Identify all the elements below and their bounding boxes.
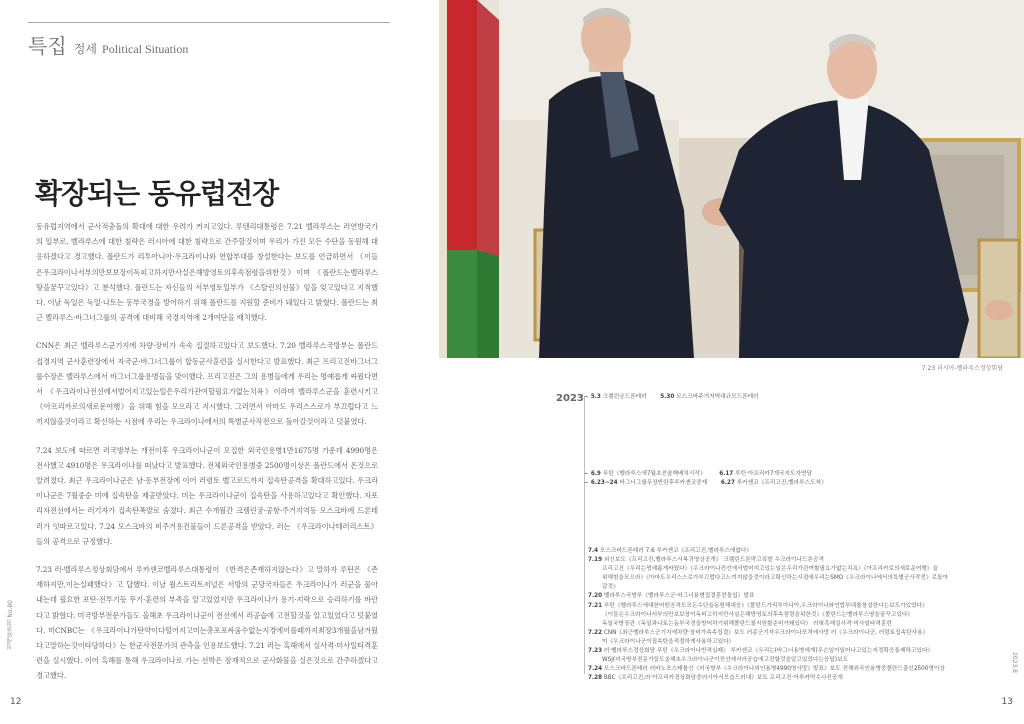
spine-label-left: 정세와관점 No.80 [7,600,14,650]
timeline-text: 루카셴코《프리고진,벨라루스도착》 [736,480,827,486]
timeline-year: 2023 [556,393,584,404]
timeline-text: 크렘린궁드론테러 [602,394,647,400]
section-sub-label: 정세 [73,42,97,56]
timeline-detail-line: 미《우크라이나군이집속탄을적절하게사용하고있다》 [602,638,735,645]
timeline-text: 모스크바주거지역대규모드론테러 [676,394,759,400]
timeline-entry-group [584,479,827,488]
spine-label-right: 2023.8 [1011,652,1018,673]
timeline-detail-line: 7.19 외신보도《프리고진,벨라루스서복귀영상공개》 크렘린드론막고폭발 우크라이나드론공격 [588,557,824,564]
timeline-detail-line: 독일국방장관《독일과나토는동부국경을방어하기위해폴란드를지원할준비가돼있다》 러軍흑해실사격·미사일타격훈련 [602,620,892,627]
header-rule [28,22,390,23]
article-title: 확장되는 동유럽전장 [35,177,279,210]
timeline-detail-line: 7.20 벨라루스국방부《벨라루스군·바그너용병집결훈련돌입》발표 [588,593,755,600]
timeline-tick [584,473,588,474]
timeline-detail-line: 7.28 BBC《프리고진,러·아프리카정상회담중러시아서모습드러내》보도 프리고진·아루카막수사진공개 [588,675,843,682]
timeline-axis [584,396,585,674]
paragraph-2: CNN은 최근 벨라루스군기지에 차량·장비가 속속 집결하고있다고 보도했다. 7.20 벨라루스국방부는 폴란드접경지역 군사훈련장에서 자국군·바그너그룹이 합동군사훈련을 실시한다고 발표했다. 최근 프리고진바그너그룹수장은 벨라루스에서 바그너그룹용병들을 맞이했다. 프리고진은 그의 용병들에게 우리는 명예롭게 싸웠다면서 《우크라이나전선에서벌어지고있는일은우리가관여할필요가없는치욕》이라며 벨라루스군을 훈련시키고 《아프리카로의새로운여행》을 위해 힘을 모으라고 지시했다. 그러면서 아마도 우리스스로가 부끄럽다고 느끼지않을것이라고 확신하는 시점에 우리는 우크라이나에서의 특별군사작전으로 돌아갈것이라고 덧붙였다. [36,341,378,427]
timeline-detail-line: 7.21 푸틴《벨라루스에대한어떤공격도모든수단을동원해대응》《폴란드가리투아니아,우크라이나와연합부대를창설한다는보도가있었다》 [588,602,928,609]
timeline-text: 바그너그룹무장반란후루카셴코중재 [619,480,708,486]
timeline-date: 6.27 [720,480,735,486]
section-header [28,30,188,59]
timeline-date: 5.30 [660,394,675,400]
timeline-date: 5.3 [590,394,601,400]
page-number-right: 13 [1001,697,1013,707]
timeline-detail-line: 위해힘을모으라》《아마도우리스스로가부끄럽다고느끼지않을것이라고확신하는시점에우리는SMO《우크라이나에서의특별군사작전》로돌아 [602,575,949,582]
timeline-entry-group [584,470,812,479]
paragraph-4: 7.23 러·벨라루스정상회담에서 루카셴코벨라루스대통령이 《반격은존재하지않는다》고 말하자 루틴은 《존재하지만,이는실패했다》고 답했다. 이날 월스트리트저널은 서방의 군당국자들은 우크라이나가 러군을 물아내는데 필요한 포탄·전투기등 무기·훈련의 부족을 알고있었지만 우크라이나가 용기·지략으로 승리하기를 바란다고 밝혔다. 미국방부전문가들도 올해초 우크라이나군이 전선에서 러공습에 고전할것을 알고있었다고 덧붙였다. 미CNBC는 《우크라이나가탄약이다떨어지고미는총포포싸움수없는지경에이를때까지최장3개월을남겨뒀다고말하는것이타당하다》는 한군사전문가의 관측을 인용보도했다. 7.21 러는 흑해에서 실사격·미사일타격훈련을 실시했다. 이어 흑해를 통해 우크라이나로 가는 선박은 잠재적으로 군사화물을 실은것으로 간주하겠다고 경고했다. [36,565,378,681]
timeline-detail-line: 7.4 모스크바드론테러 7.6 루카셴코《프리고진,벨라루스에없다》 [588,548,753,554]
timeline-detail-line: 《이들은우크라이나서부의만보보장이독피고하지만사실은해방영토의후속점령을위한것》《폴란드는벨라루스땅을꿈꾸고있다》 [602,611,914,618]
photo-caption: 7.23 러시아-벨라루스정상회담 [921,365,1003,372]
timeline-text: 푸틴《벨라루스에7월초전술핵배치시작》 [602,471,706,477]
section-label: 특집 [28,34,67,58]
summit-photo [439,0,1024,358]
timeline-detail-line: 7.23 러·벨라루스정상회담 푸틴《우크라이나반격실패》 루카셴코《우리는(바그너용병에게)무슨일이일어나고있는지정확응통제하고있다》 [588,648,934,655]
page-number-left: 12 [10,697,22,707]
timeline-tick [584,482,588,483]
paragraph-3: 7.24 보도에 따르면 러국방부는 개전이후 우크라이나군이 모집한 외국인용병1만1675명 가운데 4990명은 전사했고 4910명은 우크라이나를 떠났다고 발표했다. 전체외국인용병중 2500명이상은 폴란드에서 온것으로 알려졌다. 최근 우크라이나군은 남·동부전장에 이어 러령토 벨고로드까지 집속탄공격을 확대하고있다. 우크라이나군은 7월중순 미에 집속탄을 제공받았다. 미는 우크라이나군이 집속탄을 사용하고있다고 확인했다. 자포리자전선에서는 러기자가 집속탄폭발로 숨졌다. 최근 수개월간 크렘린궁·공항·주거지역등 모스크바에 드론테러가 잇따르고있다. 7.24 모스크바의 비주거용건물들이 드론공격을 받았다. 러는 《우크라이나테러리스트》들의 공격으로 규정했다. [36,445,378,546]
section-sub-label-en: Political Situation [102,42,189,56]
timeline-detail-line: WSJ(미국방부전문가들도올해초우크라이나군이전선에서러공습에고전할것을알고있었다는응답)보도 [602,657,849,664]
timeline-date: 6.9 [590,471,601,477]
paragraph-1: 동유럽지역에서 군사적충돌의 확대에 대한 우려가 커지고있다. 루텐리대통령은 7.21 벨라루스는 러연방국가의 일부로, 벨라루스에 대한 침략은 러시아에 대한 침략으로 간주할것이며 우리가 가진 모든 수단을 동원해 대응하겠다고 경고했다. 폴란드가 리투아니아·우크라이나와 연합부대를 창설한다는 보도를 언급하면서 《이들은우크라이나서부의만보보장이독피고하지만사실은해방영토의후속점령을위한것》이며 《폴란드는벨라루스땅을꿈꾸고있다》고 분석했다. 폴란드는 자신들의 서부영토일부가 《스탈린의선물》임을 잊고있다고 지적했다. 이날 독일은 독일·나토는 동부국경을 방어하기 위해 폴란드를 지원할 준비가 돼있다고 밝혔다. 폴란드는 최근 벨라루스·바그너그룹의 공격에 대비해 국경지역에 2개여단을 배치했다. [36,222,378,323]
timeline-date: 6.17 [719,471,734,477]
article-body [36,219,378,697]
timeline-detail-list [588,547,1008,683]
timeline-detail-line: 프리고진《우리는명예롭게싸웠다》《우크라이나전선에서벌어지고있는일은우리가관여할필요가없는치욕》《아프리카로의새로운여행》을 [602,566,939,573]
timeline-tick [584,396,588,397]
timeline-date: 6.23~24 [590,480,618,486]
timeline-detail-line: 7.24 모스크바드론테러 러바노포스태틀신《러국방부《우크라이나외인용병4990명사망》발표》보도 전체외국인용병중폴란드출신2500명이상 [588,666,945,673]
timeline-detail-line: 갈것》 [602,584,619,591]
timeline-detail-line: 7.22 CNN《최근벨라루스군기지에차량·장비가속속집결》보도 러종군기자우크라이나포격에사망 러《우크라이나군, 러령토집속탄사용》 [588,629,929,636]
timeline-entry-group [584,393,759,402]
timeline-text: 루틴·아프리카7개국지도자면담 [735,471,812,477]
